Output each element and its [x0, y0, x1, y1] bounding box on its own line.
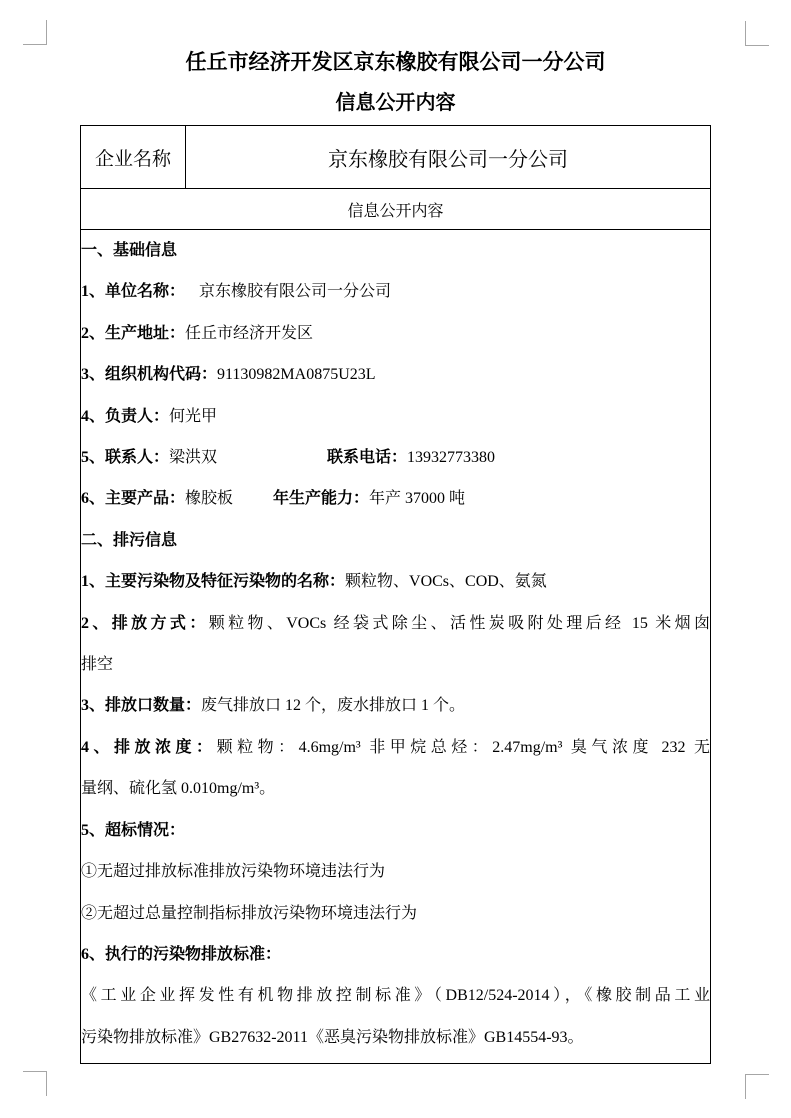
content-segment-value: 91130982MA0875U23L — [217, 366, 376, 384]
content-line — [81, 520, 710, 561]
content-line — [81, 396, 710, 437]
content-segment-value: 梁洪双 — [169, 449, 218, 467]
content-line — [81, 313, 710, 354]
content-line — [81, 975, 710, 1016]
content-segment-value: 13932773380 — [407, 449, 496, 467]
content-segment-value: ①无超过排放标准排放污染物环境违法行为 — [81, 863, 386, 881]
company-name-label: 企业名称 — [81, 126, 186, 189]
content-line — [81, 561, 710, 602]
content-segment-label: 1、单位名称： — [81, 283, 186, 301]
company-row — [81, 126, 711, 189]
content-segment-label: 一、基础信息 — [81, 242, 178, 259]
content-segment-value: 《工业企业挥发性有机物排放控制标准》（DB12/524-2014），《橡胶制品工业 — [81, 987, 710, 1005]
content-line — [81, 644, 710, 685]
company-name-value: 京东橡胶有限公司一分公司 — [186, 126, 711, 189]
content-line — [81, 603, 710, 644]
content-segment-label: 2、生产地址： — [81, 324, 186, 342]
document-subtitle: 信息公开内容 — [335, 92, 456, 114]
content-segment-value: 京东橡胶有限公司一分公司 — [199, 283, 392, 301]
content-segment-label: 联系电话： — [327, 449, 408, 467]
content-segment-label: 4、排放浓度： — [81, 738, 217, 756]
content-row — [81, 230, 711, 1064]
content-segment-value: 排空 — [81, 656, 114, 674]
content-segment-label: 3、排放口数量： — [81, 697, 202, 715]
section-header-row — [81, 189, 711, 230]
content-segment-label: 2、排放方式： — [81, 614, 209, 632]
content-line — [81, 1017, 710, 1058]
crop-mark-top-left-icon — [23, 20, 47, 45]
crop-mark-top-right-icon — [745, 21, 769, 46]
content-segment-value: 废气排放口 12 个，废水排放口 1 个。 — [201, 697, 466, 715]
content-segment-label: 6、执行的污染物排放标准： — [81, 945, 282, 963]
crop-mark-bottom-left-icon — [23, 1071, 47, 1096]
content-segment-value: 何光甲 — [169, 407, 218, 425]
content-segment-value: 污染物排放标准》GB27632-2011《恶臭污染物排放标准》GB14554-93。 — [81, 1028, 584, 1046]
content-cell — [81, 230, 711, 1064]
content-line — [81, 685, 710, 726]
info-table — [80, 125, 711, 1064]
content-segment-label: 年生产能力： — [273, 490, 370, 508]
content-line — [81, 934, 710, 975]
content-segment-label: 3、组织机构代码： — [81, 366, 218, 384]
content-segment-value: 量纲、硫化氢 0.010mg/m³。 — [81, 780, 276, 798]
content-line — [81, 271, 710, 312]
content-line — [81, 437, 710, 478]
section-header: 信息公开内容 — [81, 189, 711, 230]
content-line — [81, 478, 710, 519]
document-title: 任丘市经济开发区京东橡胶有限公司一分公司 — [185, 51, 606, 74]
content-segment-value: 颗粒物、VOCs、COD、氨氮 — [345, 573, 547, 591]
content-segment-label: 4、负责人： — [81, 407, 170, 425]
crop-mark-bottom-right-icon — [745, 1074, 769, 1099]
content-segment-label: 6、主要产品： — [81, 490, 186, 508]
content-segment-value: 颗粒物、VOCs 经袋式除尘、活性炭吸附处理后经 15 米烟囱 — [208, 614, 710, 632]
content-line — [81, 768, 710, 809]
content-segment-value: 颗粒物：4.6mg/m³ 非甲烷总烃：2.47mg/m³ 臭气浓度 232 无 — [216, 738, 710, 756]
content-line — [81, 727, 710, 768]
content-segment-value: ②无超过总量控制指标排放污染物环境违法行为 — [81, 904, 418, 922]
content-segment-label: 5、联系人： — [81, 449, 170, 467]
content-segment-label: 5、超标情况： — [81, 821, 186, 839]
content-line — [81, 354, 710, 395]
content-line — [81, 851, 710, 892]
content-segment-value: 任丘市经济开发区 — [185, 324, 314, 342]
content-segment-value: 橡胶板 — [185, 490, 234, 508]
content-line — [81, 810, 710, 851]
content-segment-label: 二、排污信息 — [81, 531, 178, 549]
content-line — [81, 230, 710, 271]
content-line — [81, 893, 710, 934]
content-segment-label: 1、主要污染物及特征污染物的名称： — [81, 573, 346, 591]
content-segment-value: 年产 37000 吨 — [369, 490, 466, 508]
